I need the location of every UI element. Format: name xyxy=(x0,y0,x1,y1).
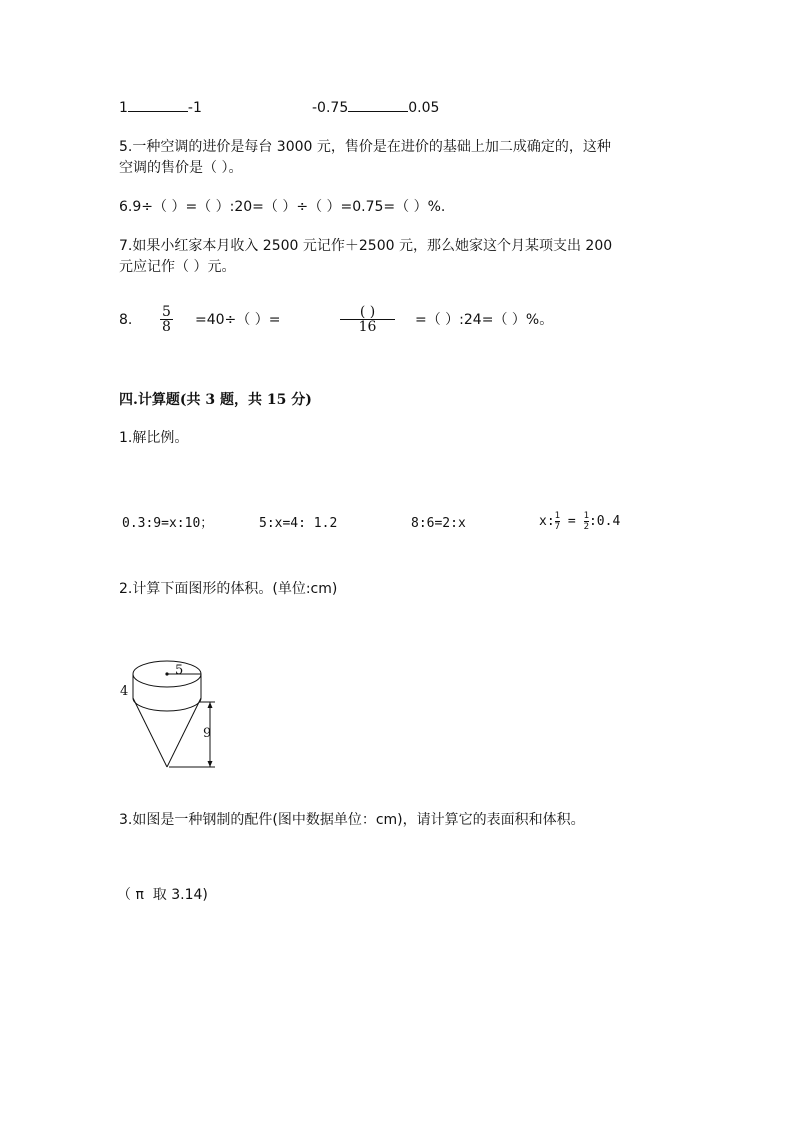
calc2-title: 2.计算下面图形的体积。(单位:cm) xyxy=(119,581,338,597)
q8-part2: =（ ）:24=（ ）%。 xyxy=(415,312,554,328)
calc1-eq4-suffix: :0.4 xyxy=(588,514,621,529)
calc1-eq4-prefix: x: xyxy=(539,514,555,529)
q7-line2: 元应记作（ ）元。 xyxy=(119,259,236,275)
q8-fraction-5-8 xyxy=(160,305,173,334)
compare-blank-2[interactable] xyxy=(348,97,408,112)
compare-blank-1[interactable] xyxy=(128,97,188,112)
q8-frac1-numerator: 5 xyxy=(162,304,171,320)
compare-row xyxy=(119,97,202,118)
height-arrow-bottom xyxy=(208,761,213,767)
q5-line2: 空调的售价是（ ）。 xyxy=(119,160,243,176)
cone-left-edge xyxy=(133,698,167,767)
cylinder-cone-figure xyxy=(115,652,225,782)
section-4-title: 四.计算题(共 3 题，共 15 分) xyxy=(119,392,312,408)
cylinder-bottom-arc xyxy=(133,698,201,711)
q8-frac2-numerator: ( ) xyxy=(359,304,376,320)
q8-frac2-denominator: 16 xyxy=(358,319,377,335)
calc3-title: 3.如图是一种钢制的配件(图中数据单位：cm)，请计算它的表面积和体积。 xyxy=(119,812,585,828)
calc1-eq4-mid: = xyxy=(560,514,584,529)
compare-right-a: -0.75 xyxy=(312,100,349,116)
calc3-pi-note: （ π 取 3.14) xyxy=(117,887,208,903)
calc1-eq4 xyxy=(539,511,620,532)
calc1-eq3: 8:6=2:x xyxy=(411,516,466,531)
label-cone-height: 9 xyxy=(203,726,212,741)
q6-text: 6.9÷（ ）=（ ）:20=（ ）÷（ ）=0.75=（ ）%. xyxy=(119,199,446,215)
height-arrow-top xyxy=(208,702,213,708)
label-cylinder-height: 4 xyxy=(120,684,129,699)
calc1-eq2: 5:x=4: 1.2 xyxy=(259,516,338,531)
compare-left-b: -1 xyxy=(187,100,202,116)
calc1-eq4-frac2-den: 2 xyxy=(583,522,589,532)
q7-line1: 7.如果小红家本月收入 2500 元记作＋2500 元，那么她家这个月某项支出 200 xyxy=(119,238,613,254)
compare-row-right xyxy=(312,97,439,118)
q5-line1: 5.一种空调的进价是每台 3000 元，售价是在进价的基础上加二成确定的，这种 xyxy=(119,139,611,155)
cone-right-edge xyxy=(167,698,201,767)
q8-frac1-denominator: 8 xyxy=(162,319,171,335)
q8-part1: =40÷（ ）= xyxy=(195,312,281,328)
calc1-eq4-frac1-den: 7 xyxy=(554,522,561,532)
label-radius: 5 xyxy=(175,663,184,678)
compare-left-a: 1 xyxy=(119,100,128,116)
compare-right-b: 0.05 xyxy=(408,100,440,116)
q8-label: 8. xyxy=(119,312,133,328)
q8-fraction-blank-16 xyxy=(340,305,395,334)
calc1-title: 1.解比例。 xyxy=(119,430,189,446)
calc1-eq4-frac1-num: 1 xyxy=(554,511,561,521)
calc1-eq4-frac2-num: 1 xyxy=(583,511,589,521)
calc1-eq1: 0.3:9=x:10； xyxy=(122,516,214,531)
